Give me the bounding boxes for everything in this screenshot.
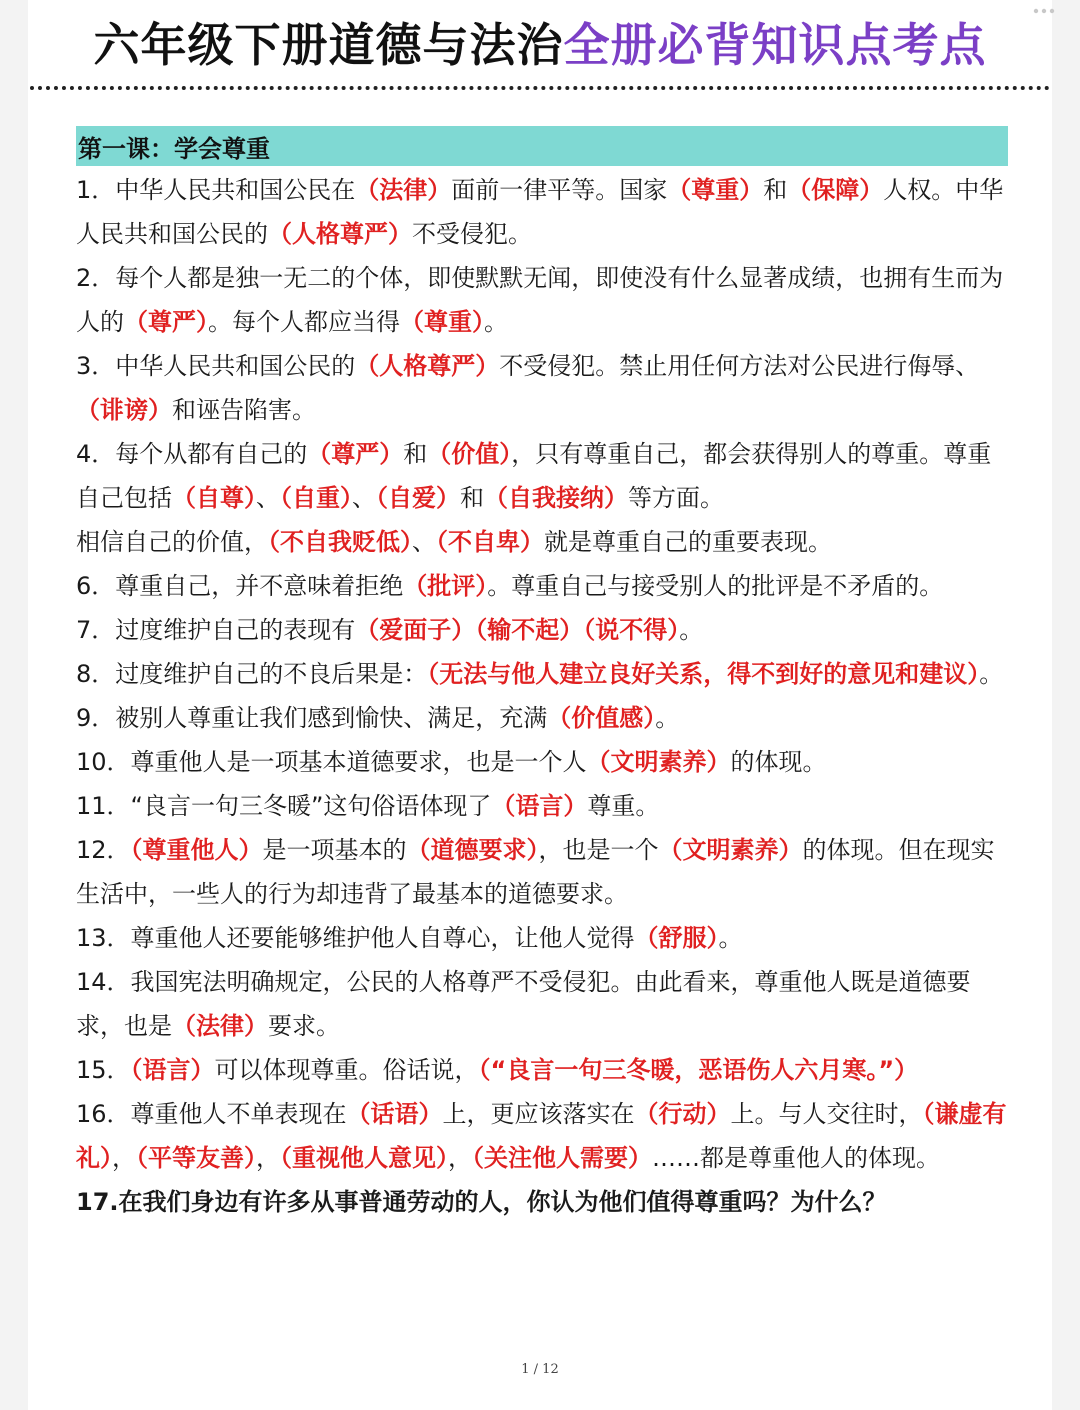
answer-highlight: （价值感） <box>547 704 656 732</box>
answer-highlight: （自尊） <box>172 484 256 512</box>
knowledge-point <box>76 828 1008 916</box>
answer-highlight: （输不起） <box>475 616 584 644</box>
point-text: ， <box>256 1144 280 1172</box>
knowledge-point <box>76 344 1008 432</box>
knowledge-point <box>76 784 1008 828</box>
point-text: 12． <box>76 836 131 864</box>
dotted-divider <box>30 86 1050 90</box>
point-text: 。 <box>679 616 704 644</box>
section-heading <box>76 126 1008 166</box>
document-body <box>76 126 1008 1224</box>
answer-highlight: （说不得） <box>583 616 680 644</box>
page-header <box>28 0 1052 84</box>
point-text: 人权。中华人民共和国公民的 <box>76 176 1004 248</box>
point-text: 。每个人都应当得 <box>208 308 400 336</box>
point-text: 不受侵犯。 <box>412 220 532 248</box>
point-text: ， <box>112 1144 136 1172</box>
point-text: 、 <box>256 484 280 512</box>
knowledge-point <box>76 1048 1008 1092</box>
point-text: 14．我国宪法明确规定，公民的人格尊严不受侵犯。由此看来，尊重他人既是道德要求，也是 <box>76 968 971 1040</box>
point-text: 13．尊重他人还要能够维护他人自尊心，让他人觉得 <box>76 924 635 952</box>
point-text: 。 <box>655 704 680 732</box>
ellipsis-icon[interactable] <box>1024 0 1064 22</box>
answer-highlight: （话语） <box>346 1100 443 1128</box>
point-text: 2．每个人都是独一无二的个体，即使默默无闻，即使没有什么显著成绩，也拥有生而为人的 <box>76 264 1004 336</box>
point-text: 是一项基本的 <box>262 836 407 864</box>
point-text: 和诬告陷害。 <box>172 396 316 424</box>
answer-highlight: （尊严） <box>307 440 404 468</box>
question-paragraph: 17.在我们身边有许多从事普通劳动的人，你认为他们值得尊重吗？为什么？ <box>76 1188 887 1216</box>
answer-highlight: （批评） <box>403 572 488 600</box>
point-text: 的体现。但在现实生活中，一些人的行为却违背了最基本的道德要求。 <box>76 836 995 908</box>
point-text: 上，更应该落实在 <box>442 1100 635 1128</box>
answer-highlight: （“良言一句三冬暖，恶语伤人六月寒。”） <box>478 1056 919 1084</box>
answer-highlight: （重视他人意见） <box>280 1144 448 1172</box>
answer-highlight: （平等友善） <box>136 1144 256 1172</box>
point-text: 11．“良言一句三冬暖”这句俗语体现了 <box>76 792 492 820</box>
title-part-main: 六年级下册道德与法治 <box>93 18 564 72</box>
point-text: 、 <box>412 528 436 556</box>
point-text: ， <box>448 1144 472 1172</box>
answer-highlight: （关注他人需要） <box>472 1144 652 1172</box>
answer-highlight: （无法与他人建立良好关系，得不到好的意见和建议） <box>427 660 980 688</box>
answer-highlight: （人格尊严） <box>268 220 412 248</box>
answer-highlight: （法律） <box>355 176 452 204</box>
point-text: 上。与人交往时， <box>730 1100 923 1128</box>
knowledge-point <box>76 168 1008 256</box>
point-text: 和 <box>403 440 428 468</box>
answer-highlight: （自重） <box>280 484 352 512</box>
knowledge-point <box>76 696 1008 740</box>
point-text: 和 <box>460 484 484 512</box>
point-text: 可以体现尊重。俗话说， <box>214 1056 479 1084</box>
point-text: 。 <box>484 308 508 336</box>
page-edge-left <box>0 0 28 1410</box>
section-heading-text: 第一课：学会尊重 <box>78 134 270 163</box>
knowledge-point <box>76 520 1008 564</box>
title-part-accent: 全册必背知识点考点 <box>563 18 987 72</box>
paragraph-list <box>76 168 1008 1180</box>
point-text: 10．尊重他人是一项基本道德要求，也是一个人 <box>76 748 587 776</box>
answer-highlight: （自爱） <box>376 484 460 512</box>
point-text: 1．中华人民共和国公民在 <box>76 176 356 204</box>
knowledge-point <box>76 564 1008 608</box>
point-text: 和 <box>763 176 788 204</box>
point-text: ……都是尊重他人的体现。 <box>652 1144 940 1172</box>
answer-highlight: （语言） <box>130 1056 215 1084</box>
answer-highlight: （爱面子） <box>355 616 476 644</box>
answer-highlight: （不自卑） <box>436 528 544 556</box>
point-text: ，也是一个 <box>538 836 659 864</box>
answer-highlight: （价值） <box>427 440 512 468</box>
point-text: 9．被别人尊重让我们感到愉快、满足，充满 <box>76 704 548 732</box>
answer-highlight: （文明素养） <box>586 748 731 776</box>
point-text: 7．过度维护自己的表现有 <box>76 616 356 644</box>
answer-highlight: （尊严） <box>124 308 208 336</box>
knowledge-point <box>76 652 1008 696</box>
answer-highlight: （语言） <box>491 792 588 820</box>
knowledge-point <box>76 256 1008 344</box>
answer-highlight: （保障） <box>787 176 884 204</box>
point-text: ，只有尊重自己，都会获得别人的尊重。尊重自己包括 <box>76 440 992 512</box>
answer-highlight: （行动） <box>634 1100 731 1128</box>
page-indicator: 1 / 12 <box>521 1362 559 1377</box>
point-text: 。 <box>718 924 743 952</box>
point-text: 尊重。 <box>587 792 660 820</box>
point-text: 等方面。 <box>628 484 724 512</box>
answer-highlight: （诽谤） <box>76 396 172 424</box>
answer-highlight: （不自我贬低） <box>268 528 412 556</box>
knowledge-point <box>76 1092 1008 1180</box>
point-text: 要求。 <box>268 1012 340 1040</box>
answer-highlight: （文明素养） <box>658 836 803 864</box>
point-text: 、 <box>352 484 376 512</box>
answer-highlight: （尊重） <box>667 176 764 204</box>
answer-highlight: （道德要求） <box>406 836 539 864</box>
answer-highlight: （尊重） <box>400 308 484 336</box>
point-text: 。尊重自己与接受别人的批评是不矛盾的。 <box>487 572 944 600</box>
knowledge-point <box>76 960 1008 1048</box>
point-text: 8．过度维护自己的不良后果是： <box>76 660 428 688</box>
page-title <box>94 9 987 75</box>
answer-highlight: （自我接纳） <box>484 484 628 512</box>
answer-highlight: （法律） <box>172 1012 268 1040</box>
point-text: 15． <box>76 1056 131 1084</box>
point-text: 3．中华人民共和国公民的 <box>76 352 356 380</box>
answer-highlight: （尊重他人） <box>130 836 263 864</box>
knowledge-point <box>76 432 1008 520</box>
page-edge-right <box>1052 0 1080 1410</box>
point-text: 4．每个从都有自己的 <box>76 440 308 468</box>
point-text: 16．尊重他人不单表现在 <box>76 1100 347 1128</box>
point-text: 的体现。 <box>730 748 827 776</box>
answer-highlight: （舒服） <box>634 924 719 952</box>
point-text: 6．尊重自己，并不意味着拒绝 <box>76 572 404 600</box>
knowledge-point <box>76 608 1008 652</box>
point-text: 。 <box>979 660 1004 688</box>
point-text: 不受侵犯。禁止用任何方法对公民进行侮辱、 <box>499 352 980 380</box>
point-text: 面前一律平等。国家 <box>451 176 668 204</box>
answer-highlight: （人格尊严） <box>355 352 500 380</box>
knowledge-point <box>76 740 1008 784</box>
answer-highlight: （谦虚有礼） <box>76 1100 1007 1172</box>
point-text: 就是尊重自己的重要表现。 <box>544 528 832 556</box>
point-text: 相信自己的价值， <box>76 528 268 556</box>
knowledge-point <box>76 916 1008 960</box>
